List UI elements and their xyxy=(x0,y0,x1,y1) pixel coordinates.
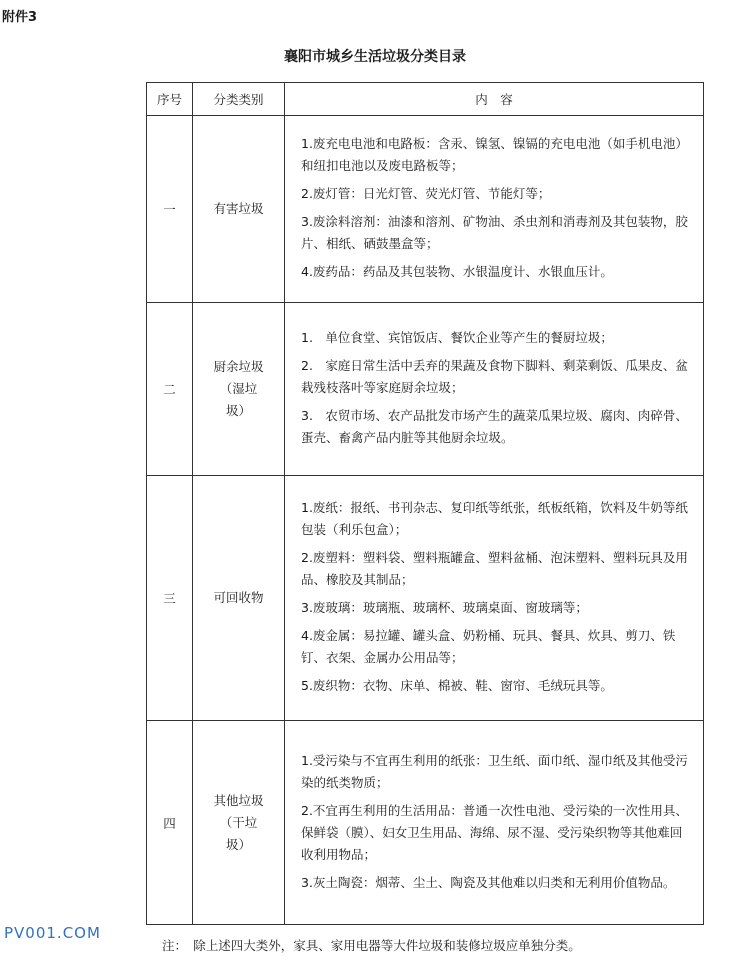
table-row xyxy=(147,116,704,303)
list-item: 1.废充电电池和电路板：含汞、镍氢、镍镉的充电电池（如手机电池）和纽扣电池以及废电路板等； xyxy=(301,136,688,173)
row-content xyxy=(285,476,704,721)
table-header-row xyxy=(147,83,704,116)
row-category xyxy=(193,303,285,476)
list-item: 3.废涂料溶剂：油漆和溶剂、矿物油、杀虫剂和消毒剂及其包装物，胶片、相纸、硒鼓墨盒等； xyxy=(301,214,688,251)
row-category xyxy=(193,116,285,303)
category-sub-label: （干垃圾） xyxy=(219,814,258,852)
list-item: 5.废织物：衣物、床单、棉被、鞋、窗帘、毛绒玩具等。 xyxy=(301,678,613,693)
category-label: 其他垃圾 xyxy=(213,792,264,808)
header-no: 序号 xyxy=(147,83,193,116)
list-item: 3.废玻璃：玻璃瓶、玻璃杯、玻璃桌面、窗玻璃等； xyxy=(301,600,588,615)
table-row xyxy=(147,721,704,925)
category-label: 有害垃圾 xyxy=(213,201,264,216)
row-content xyxy=(285,303,704,476)
row-number: 二 xyxy=(147,303,193,476)
list-item: 3. 农贸市场、农产品批发市场产生的蔬菜瓜果垃圾、腐肉、肉碎骨、蛋壳、畜禽产品内脏等其他厨余垃圾。 xyxy=(301,408,688,445)
page-title: 襄阳市城乡生活垃圾分类目录 xyxy=(284,49,466,65)
list-item: 1.受污染与不宜再生利用的纸张：卫生纸、面巾纸、湿巾纸及其他受污染的纸类物质； xyxy=(301,752,688,790)
category-sub-label: （湿垃圾） xyxy=(219,381,258,418)
watermark: PV001.COM xyxy=(4,924,101,942)
category-label: 可回收物 xyxy=(213,590,264,605)
row-category xyxy=(193,721,285,925)
row-number: 三 xyxy=(147,476,193,721)
table-row xyxy=(147,303,704,476)
list-item: 2.废灯管：日光灯管、荧光灯管、节能灯等； xyxy=(301,186,551,201)
table-row xyxy=(147,476,704,721)
row-category xyxy=(193,476,285,721)
category-label: 厨余垃圾 xyxy=(213,359,264,374)
attachment-label: 附件3 xyxy=(2,10,38,25)
footnote: 注： 除上述四大类外，家具、家用电器等大件垃圾和装修垃圾应单独分类。 xyxy=(162,938,581,953)
list-item: 1.废纸：报纸、书刊杂志、复印纸等纸张，纸板纸箱，饮料及牛奶等纸包装（利乐包盒）； xyxy=(301,500,688,537)
list-item: 4.废金属：易拉罐、罐头盒、奶粉桶、玩具、餐具、炊具、剪刀、铁钉、衣架、金属办公用品等； xyxy=(301,628,676,665)
list-item: 2.不宜再生利用的生活用品：普通一次性电池、受污染的一次性用具、保鲜袋（膜）、妇女卫生用品、海绵、尿不湿、受污染织物等其他难回收利用物品； xyxy=(301,802,688,862)
header-category: 分类类别 xyxy=(193,83,285,116)
row-number: 一 xyxy=(147,116,193,303)
list-item: 3.灰土陶瓷：烟蒂、尘土、陶瓷及其他难以归类和无利用价值物品。 xyxy=(301,874,676,890)
classification-table xyxy=(146,82,704,925)
list-item: 1. 单位食堂、宾馆饭店、餐饮企业等产生的餐厨垃圾； xyxy=(301,330,613,345)
row-content xyxy=(285,721,704,925)
list-item: 4.废药品：药品及其包装物、水银温度计、水银血压计。 xyxy=(301,264,613,279)
row-number: 四 xyxy=(147,721,193,925)
list-item: 2. 家庭日常生活中丢弃的果蔬及食物下脚料、剩菜剩饭、瓜果皮、盆栽残枝落叶等家庭厨余垃圾； xyxy=(301,358,688,395)
list-item: 2.废塑料：塑料袋、塑料瓶罐盒、塑料盆桶、泡沫塑料、塑料玩具及用品、橡胶及其制品； xyxy=(301,550,688,587)
row-content xyxy=(285,116,704,303)
header-content: 内 容 xyxy=(285,83,704,116)
